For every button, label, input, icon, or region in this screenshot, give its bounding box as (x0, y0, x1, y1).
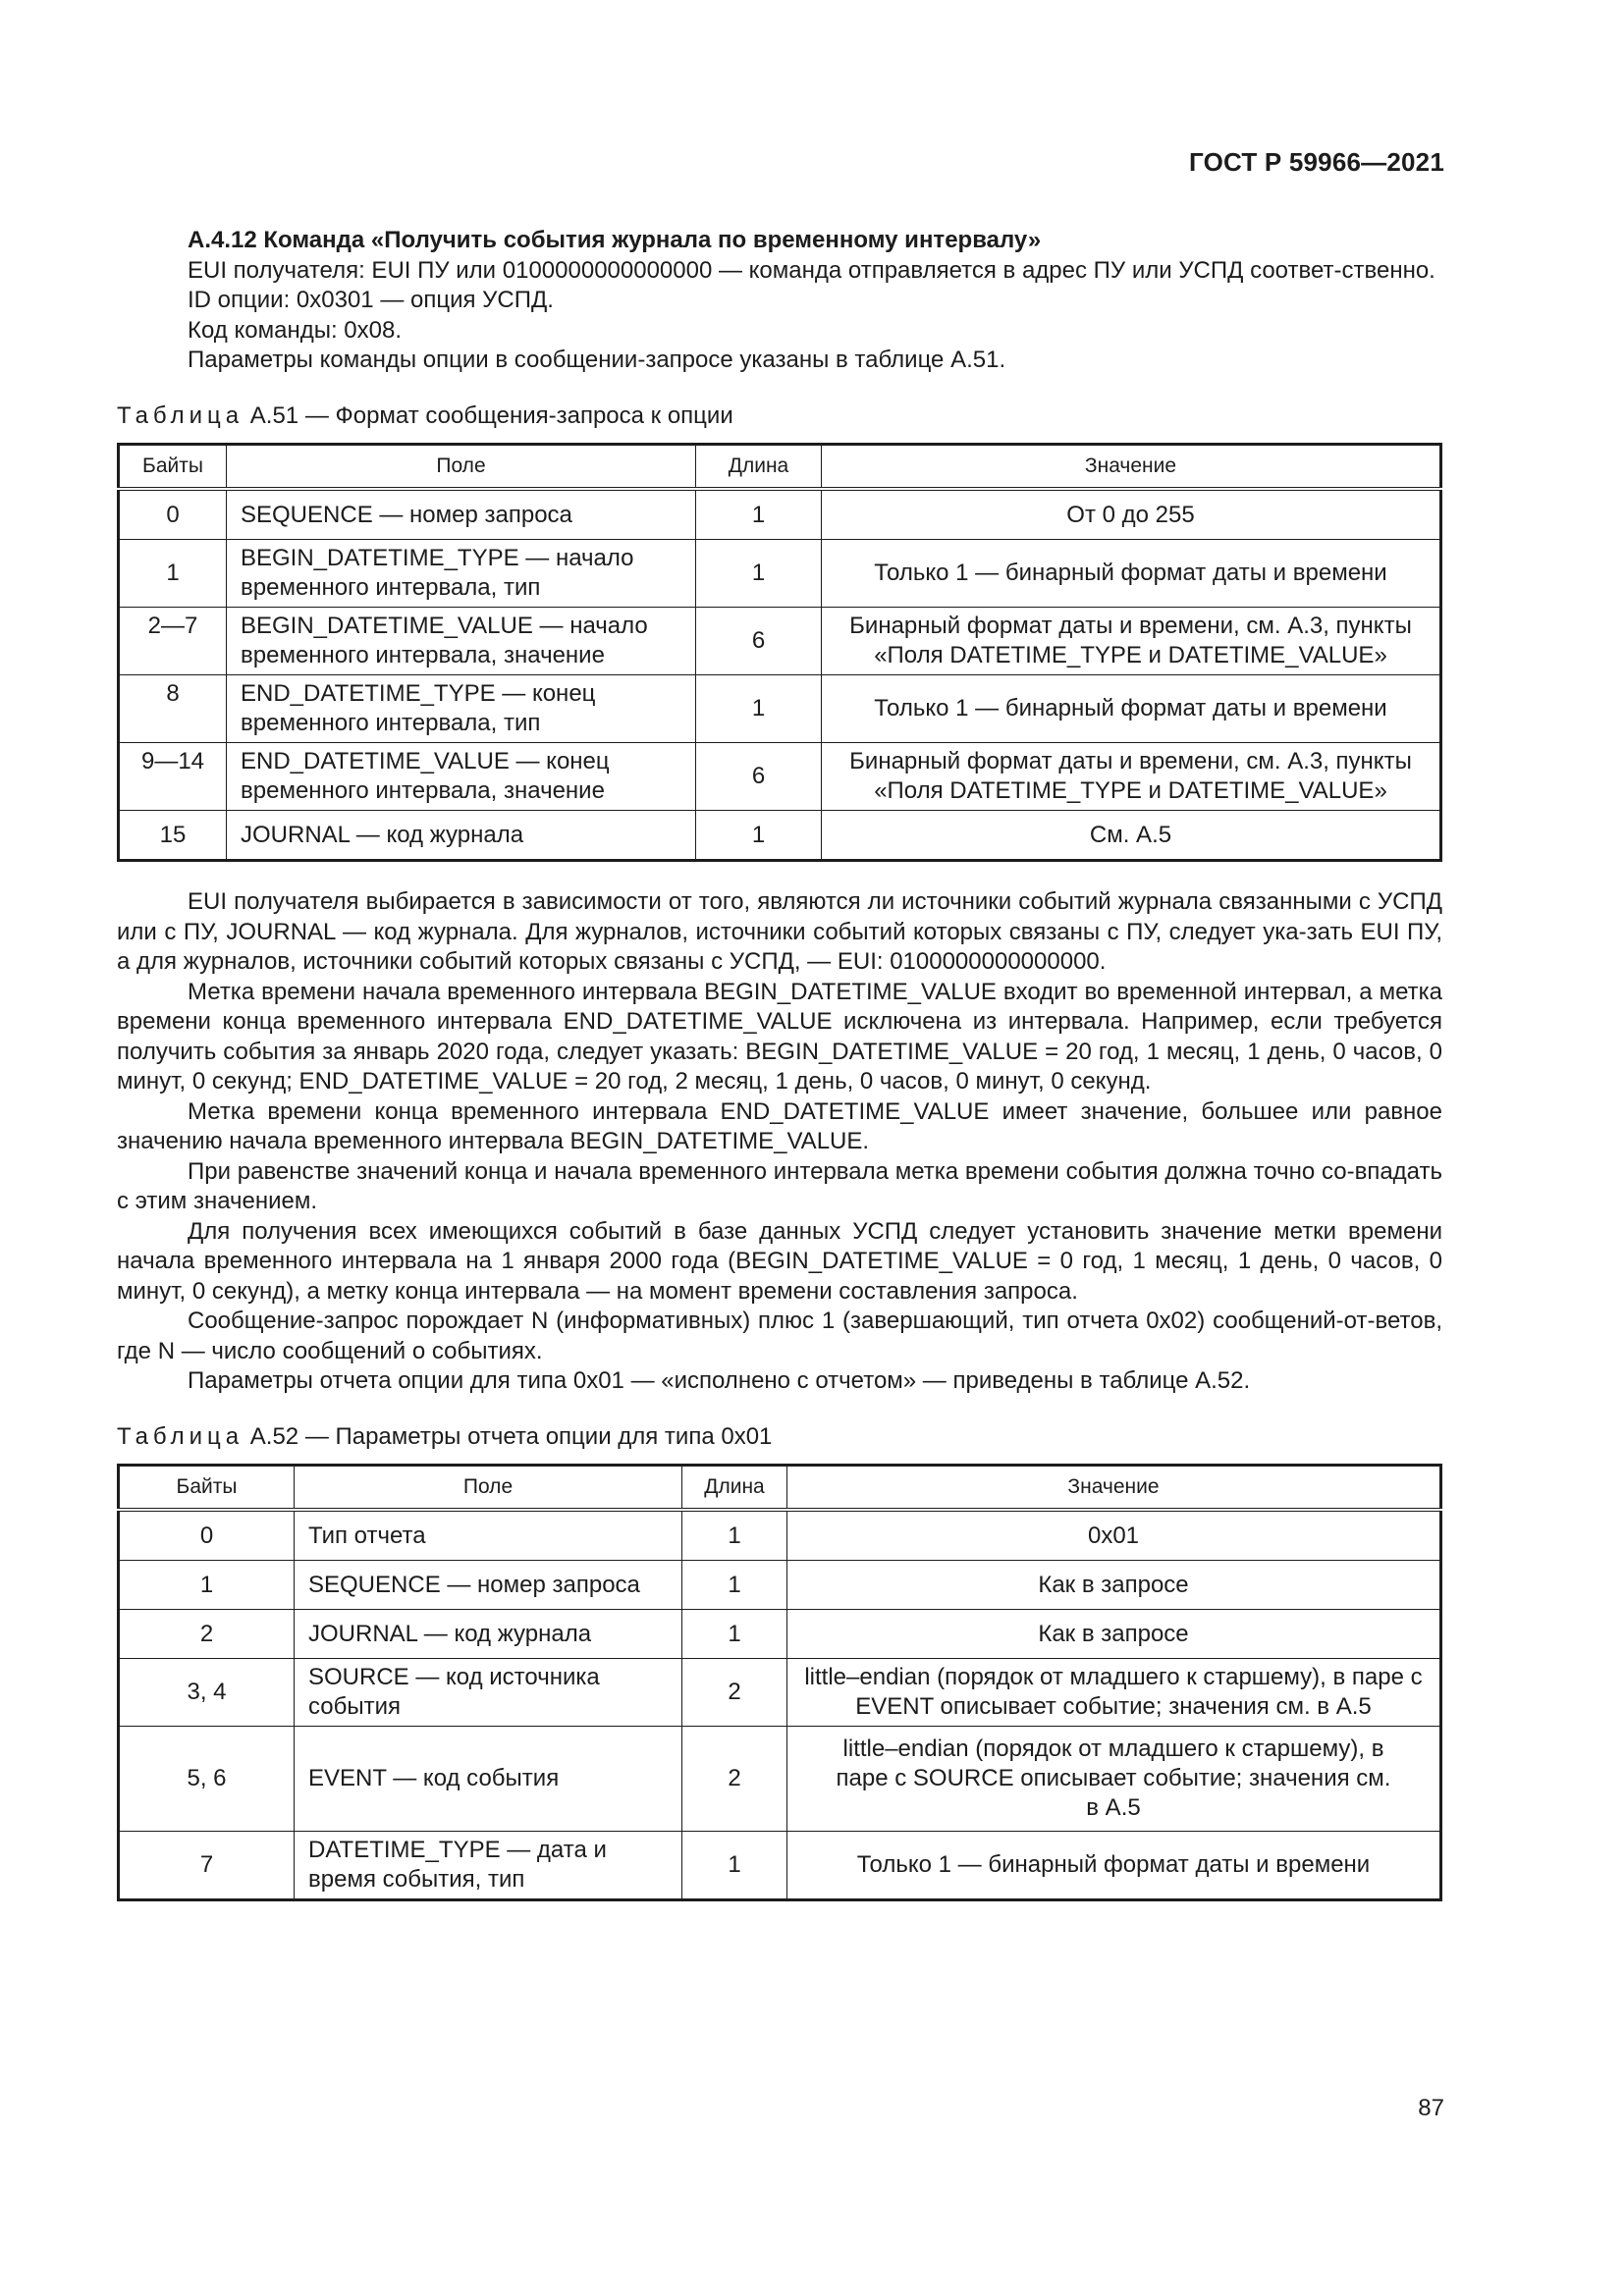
cell-value: См. А.5 (822, 811, 1441, 861)
cell-bytes: 3, 4 (119, 1659, 295, 1727)
cell-value: Только 1 — бинарный формат даты и времени (822, 540, 1441, 608)
cell-field: END_DATETIME_TYPE — конец временного интервала, тип (227, 675, 696, 743)
cell-length: 1 (682, 1510, 787, 1561)
table-row (119, 743, 1441, 811)
body-paragraph: EUI получателя выбирается в зависимости от того, являются ли источники событий журнала связанными с УСПД или с ПУ, JOURNAL — код журнала. Для журналов, источники событий которых связаны с ПУ, следует ука-зать EUI ПУ, а для журналов, источники событий которых связаны с УСПД, — EUI: 0100000000000000. (117, 888, 1442, 975)
table-caption-a52 (117, 1422, 1442, 1453)
page-content (117, 226, 1442, 1901)
cell-length: 1 (682, 1561, 787, 1610)
page-number: 87 (1418, 2095, 1444, 2121)
cell-value: Как в запросе (787, 1610, 1441, 1659)
cell-bytes: 1 (119, 1561, 295, 1610)
column-header: Поле (295, 1466, 682, 1511)
table-caption-a51 (117, 401, 1442, 432)
intro-paragraph: Параметры команды опции в сообщении-запросе указаны в таблице А.51. (188, 347, 1006, 373)
table-row (119, 1727, 1441, 1832)
cell-field: JOURNAL — код журнала (295, 1610, 682, 1659)
column-header: Длина (696, 445, 822, 490)
cell-field: DATETIME_TYPE — дата и время события, тип (295, 1832, 682, 1900)
column-header: Длина (682, 1466, 787, 1511)
cell-field: Тип отчета (295, 1510, 682, 1561)
cell-value: Бинарный формат даты и времени, см. А.3, пункты «Поля DATETIME_TYPE и DATETIME_VALUE» (822, 743, 1441, 811)
cell-field: END_DATETIME_VALUE — конец временного интервала, значение (227, 743, 696, 811)
body-paragraph: Сообщение-запрос порождает N (информативных) плюс 1 (завершающий, тип отчета 0x02) сообщений-от-ветов, где N — число сообщений о событиях. (117, 1308, 1442, 1364)
cell-length: 1 (696, 540, 822, 608)
cell-bytes: 0 (119, 1510, 295, 1561)
table-row (119, 489, 1441, 540)
table-row (119, 1832, 1441, 1900)
cell-length: 2 (682, 1727, 787, 1832)
cell-field: EVENT — код события (295, 1727, 682, 1832)
cell-value: Как в запросе (787, 1561, 1441, 1610)
cell-length: 6 (696, 608, 822, 675)
cell-value: Только 1 — бинарный формат даты и времени (822, 675, 1441, 743)
cell-bytes: 8 (119, 675, 227, 743)
cell-field: SOURCE — код источника события (295, 1659, 682, 1727)
table-header-row (119, 1466, 1441, 1511)
cell-bytes: 7 (119, 1832, 295, 1900)
body-paragraph: Параметры отчета опции для типа 0x01 — «исполнено с отчетом» — приведены в таблице А.52. (188, 1367, 1251, 1394)
table-row (119, 1610, 1441, 1659)
cell-value: Только 1 — бинарный формат даты и времени (787, 1832, 1441, 1900)
caption-prefix: Таблица (117, 401, 244, 429)
intro-paragraph: ID опции: 0x0301 — опция УСПД. (188, 287, 554, 313)
cell-field: SEQUENCE — номер запроса (227, 489, 696, 540)
cell-length: 1 (696, 489, 822, 540)
cell-field: BEGIN_DATETIME_VALUE — начало временного интервала, значение (227, 608, 696, 675)
body-paragraph: При равенстве значений конца и начала временного интервала метка времени события должна точно со-впадать с этим значением. (117, 1157, 1442, 1214)
caption-text: А.52 — Параметры отчета опции для типа 0x01 (244, 1422, 773, 1450)
cell-value: От 0 до 255 (822, 489, 1441, 540)
cell-length: 1 (682, 1610, 787, 1659)
column-header: Байты (119, 1466, 295, 1511)
table-row (119, 1561, 1441, 1610)
intro-paragraph: EUI получателя: EUI ПУ или 0100000000000000 — команда отправляется в адрес ПУ или УСПД соответ-ственно. (188, 256, 1435, 284)
cell-field: JOURNAL — код журнала (227, 811, 696, 861)
cell-bytes: 9—14 (119, 743, 227, 811)
document-id: ГОСТ Р 59966—2021 (1189, 147, 1444, 177)
cell-length: 1 (696, 811, 822, 861)
cell-bytes: 0 (119, 489, 227, 540)
cell-value: 0x01 (787, 1510, 1441, 1561)
cell-bytes: 15 (119, 811, 227, 861)
cell-bytes: 1 (119, 540, 227, 608)
column-header: Байты (119, 445, 227, 490)
table-a52 (117, 1464, 1442, 1901)
body-paragraph: Для получения всех имеющихся событий в базе данных УСПД следует установить значение метки времени начала временного интервала на 1 января 2000 года (BEGIN_DATETIME_VALUE = 0 год, 1 месяц, 1 день, 0 часов, 0 минут, 0 секунд), а метку конца интервала — на момент времени составления запроса. (117, 1217, 1442, 1305)
cell-value: little–endian (порядок от младшего к старшему), в паре с EVENT описывает событие; значения см. в А.5 (787, 1659, 1441, 1727)
cell-value: little–endian (порядок от младшего к старшему), в паре с SOURCE описывает событие; значения см. в А.5 (787, 1727, 1441, 1832)
cell-bytes: 2—7 (119, 608, 227, 675)
table-header-row (119, 445, 1441, 490)
cell-field: SEQUENCE — номер запроса (295, 1561, 682, 1610)
table-row (119, 540, 1441, 608)
body-paragraph: Метка времени конца временного интервала END_DATETIME_VALUE имеет значение, большее или равное значению начала временного интервала BEGIN_DATETIME_VALUE. (117, 1097, 1442, 1154)
column-header: Значение (822, 445, 1441, 490)
table-row (119, 1659, 1441, 1727)
cell-value: Бинарный формат даты и времени, см. А.3, пункты «Поля DATETIME_TYPE и DATETIME_VALUE» (822, 608, 1441, 675)
table-row (119, 675, 1441, 743)
intro-paragraph: Код команды: 0x08. (188, 316, 402, 344)
cell-length: 1 (682, 1832, 787, 1900)
table-row (119, 811, 1441, 861)
cell-length: 6 (696, 743, 822, 811)
section-heading: А.4.12 Команда «Получить события журнала по временному интервалу» (188, 227, 1042, 253)
caption-text: А.51 — Формат сообщения-запроса к опции (244, 401, 733, 429)
column-header: Поле (227, 445, 696, 490)
cell-bytes: 2 (119, 1610, 295, 1659)
cell-length: 2 (682, 1659, 787, 1727)
table-a51 (117, 443, 1442, 862)
body-paragraph: Метка времени начала временного интервала BEGIN_DATETIME_VALUE входит во временной интервал, а метка времени конца временного интервала END_DATETIME_VALUE исключена из интервала. Например, если требуется получить события за январь 2020 года, следует указать: BEGIN_DATETIME_VALUE = 20 год, 1 месяц, 1 день, 0 часов, 0 минут, 0 секунд; END_DATETIME_VALUE = 20 год, 2 месяц, 1 день, 0 часов, 0 минут, 0 секунд. (117, 978, 1442, 1095)
caption-prefix: Таблица (117, 1422, 244, 1450)
table-row (119, 1510, 1441, 1561)
table-row (119, 608, 1441, 675)
cell-length: 1 (696, 675, 822, 743)
column-header: Значение (787, 1466, 1441, 1511)
cell-bytes: 5, 6 (119, 1727, 295, 1832)
cell-field: BEGIN_DATETIME_TYPE — начало временного интервала, тип (227, 540, 696, 608)
